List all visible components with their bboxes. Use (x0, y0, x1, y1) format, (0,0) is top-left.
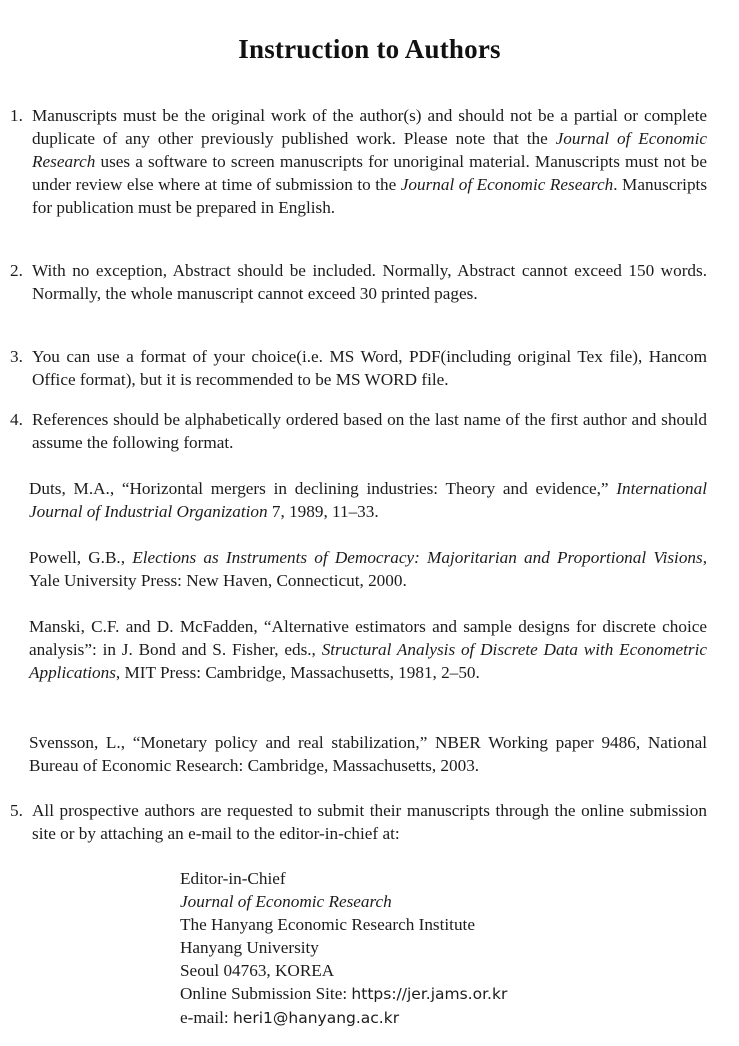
item-number: 4. (10, 410, 23, 429)
item-number: 3. (10, 347, 23, 366)
email-label: e-mail: (180, 1008, 233, 1027)
journal-name: Journal of Economic Research (400, 175, 614, 194)
instruction-item-4 (10, 408, 707, 454)
instruction-item-1 (10, 104, 707, 219)
instruction-item-5 (10, 799, 707, 845)
item-number: 2. (10, 261, 23, 280)
address-line: Editor-in-Chief (180, 869, 286, 888)
submission-site-label: Online Submission Site: (180, 984, 352, 1003)
reference-entry: Manski, C.F. and D. McFadden, “Alternative estimators and sample designs for discrete choice analysis”: in J. Bond and S. Fisher, eds., Structural Analysis of Discrete Data with Econometric Applications, MIT Press: Cambridge, Massachusetts, 1981, 2–50. (29, 617, 707, 682)
address-line: Seoul 04763, KOREA (180, 961, 335, 980)
item-text: All prospective authors are requested to submit their manuscripts through the online submission site or by attaching an e-mail to the editor-in-chief at: (32, 801, 707, 843)
email-line (180, 1006, 700, 1030)
item-text: You can use a format of your choice(i.e. MS Word, PDF(including original Tex file), Hancom Office format), but it is recommended to be MS WORD file. (32, 347, 707, 389)
submission-site-line (180, 982, 700, 1006)
item-text: References should be alphabetically ordered based on the last name of the first author and should assume the following format. (32, 410, 707, 452)
editor-address (180, 867, 700, 1030)
reference-entry: Powell, G.B., Elections as Instruments of Democracy: Majoritarian and Proportional Visions, Yale University Press: New Haven, Connecticut, 2000. (29, 548, 707, 590)
journal-name: Journal of Economic Research (180, 892, 392, 911)
item-number: 1. (10, 106, 23, 125)
page-title: Instruction to Authors (238, 34, 501, 64)
reference-entry: Svensson, L., “Monetary policy and real stabilization,” NBER Working paper 9486, National Bureau of Economic Research: Cambridge, Massachusetts, 2003. (29, 733, 707, 775)
reference-source: Structural Analysis of Discrete Data with Econometric Applications (29, 640, 707, 682)
instruction-item-2 (10, 259, 707, 305)
item-text: With no exception, Abstract should be included. Normally, Abstract cannot exceed 150 words. Normally, the whole manuscript cannot exceed 30 printed pages. (32, 261, 707, 303)
instruction-item-3 (10, 345, 707, 391)
reference-source: International Journal of Industrial Organization (29, 479, 707, 521)
submission-site-link[interactable]: https://jer.jams.or.kr (351, 985, 508, 1003)
reference-entry: Duts, M.A., “Horizontal mergers in declining industries: Theory and evidence,” International Journal of Industrial Organization 7, 1989, 11–33. (29, 479, 707, 521)
address-line: Hanyang University (180, 938, 319, 957)
email-link[interactable]: heri1@hanyang.ac.kr (232, 1009, 400, 1027)
address-line: The Hanyang Economic Research Institute (180, 915, 475, 934)
reference-source: Elections as Instruments of Democracy: Majoritarian and Proportional Visions (132, 548, 703, 567)
item-number: 5. (10, 801, 23, 820)
item-text: Manuscripts must be the original work of the author(s) and should not be a partial or complete duplicate of any other previously published work. Please note that the Journal of Economic Research uses a software to screen manuscripts for unoriginal material. Manuscripts must not be under review else where at time of submission to the Journal of Economic Research. Manuscripts for publication must be prepared in English. (32, 106, 708, 217)
journal-name: Journal of Economic Research (32, 129, 708, 171)
